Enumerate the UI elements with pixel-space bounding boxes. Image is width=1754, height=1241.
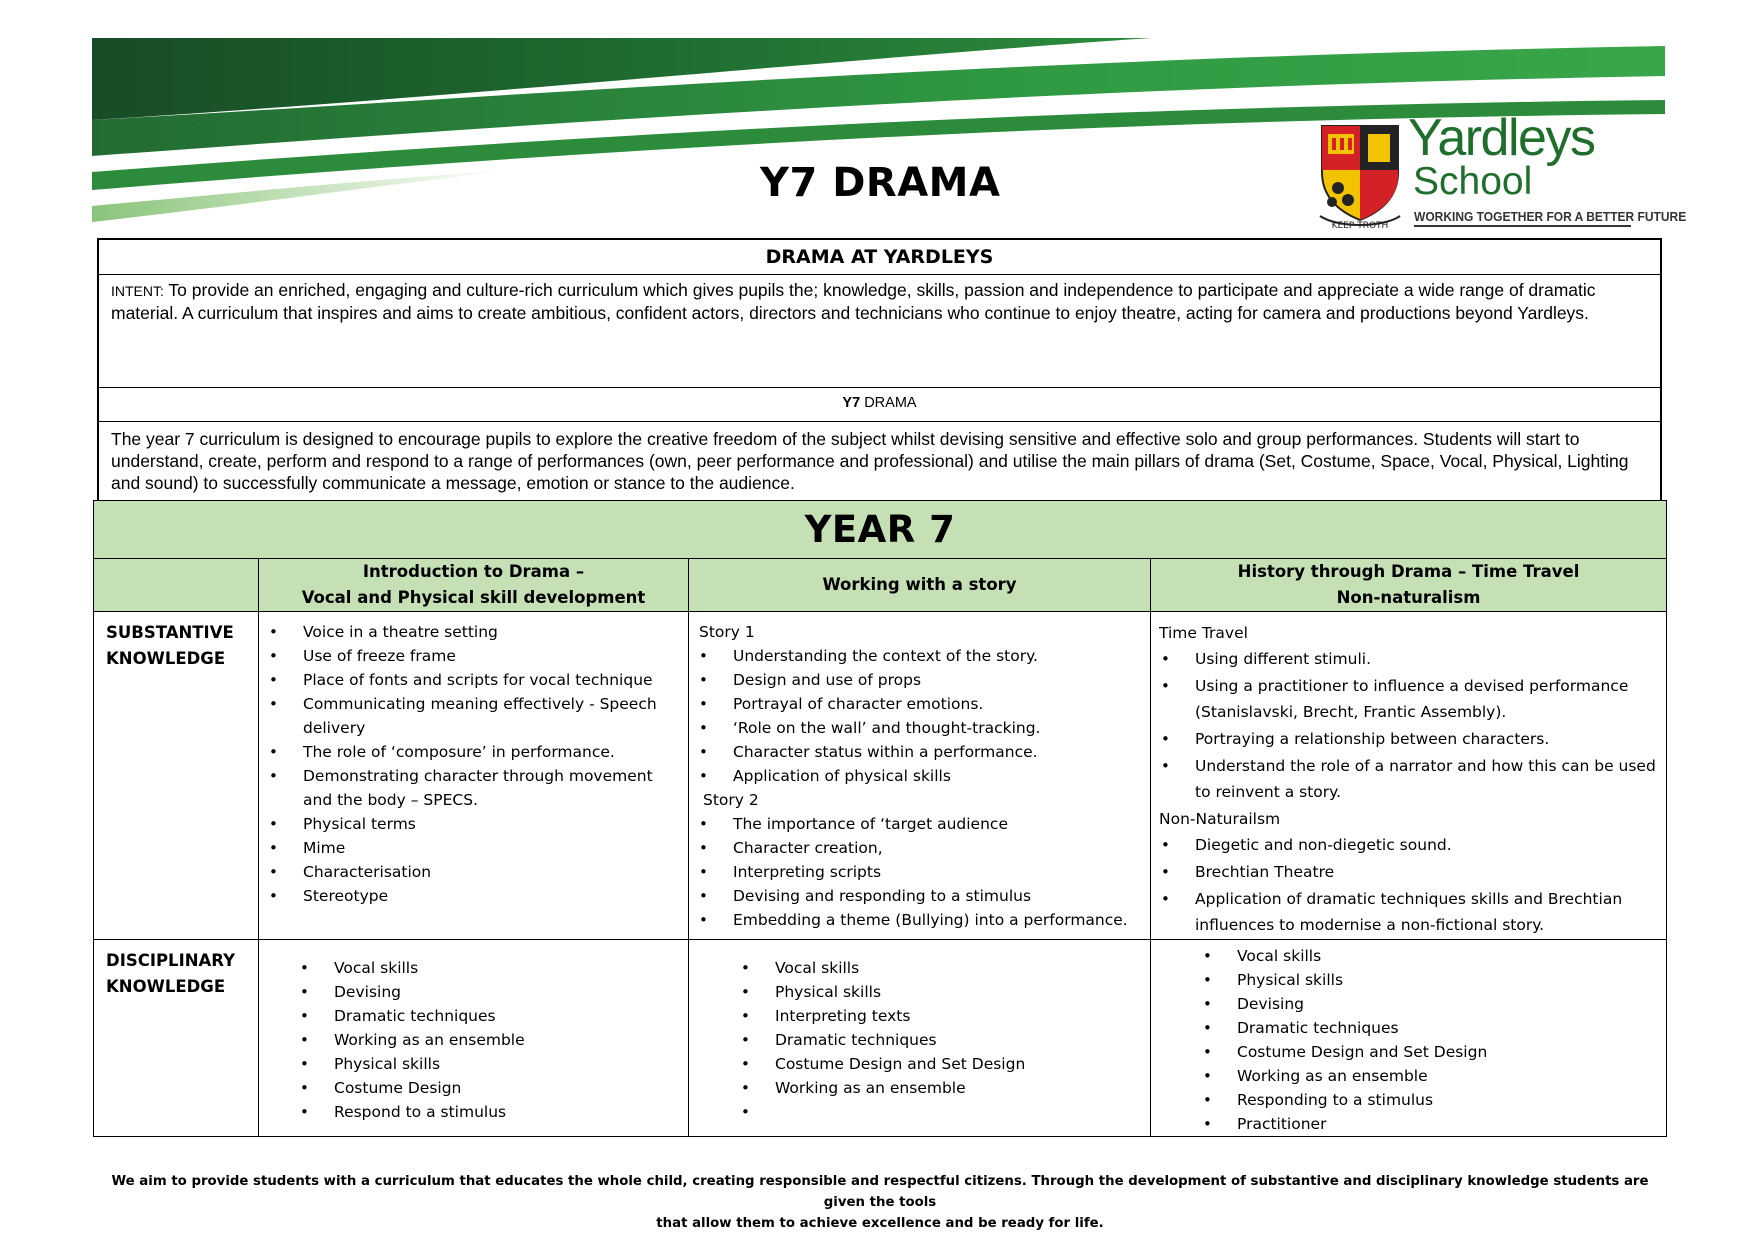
footer-line: that allow them to achieve excellence and be ready for life. — [656, 1216, 1104, 1231]
disciplinary-story-list — [689, 956, 1142, 1124]
list-item: • Costume Design and Set Design — [775, 1052, 1142, 1076]
list-item: • Dramatic techniques — [1237, 1016, 1658, 1040]
story-1-list — [699, 644, 1142, 788]
substantive-intro-cell — [259, 612, 689, 940]
list-item: • Dramatic techniques — [334, 1004, 680, 1028]
list-item: • Costume Design and Set Design — [1237, 1040, 1658, 1064]
list-item: • Application of dramatic techniques skills and Brechtian influences to modernise a non-fictional story. — [1195, 886, 1658, 938]
list-item: • Using a practitioner to influence a devised performance (Stanislavski, Brecht, Frantic Assembly). — [1195, 673, 1658, 725]
time-travel-heading: Time Travel — [1159, 624, 1248, 642]
list-item: • Character status within a performance. — [733, 740, 1142, 764]
list-item: • Portraying a relationship between characters. — [1195, 726, 1658, 752]
list-item: • Physical terms — [303, 812, 680, 836]
list-item: • Interpreting texts — [775, 1004, 1142, 1028]
list-item: • Design and use of props — [733, 668, 1142, 692]
list-item: • Diegetic and non-diegetic sound. — [1195, 832, 1658, 858]
list-item: • Physical skills — [1237, 968, 1658, 992]
story-1-heading: Story 1 — [699, 623, 755, 641]
disciplinary-story-cell — [689, 940, 1151, 1137]
row-label-line: SUBSTANTIVE — [106, 623, 234, 642]
list-item: • ‘Role on the wall’ and thought-tracking. — [733, 716, 1142, 740]
row-label-disciplinary — [94, 940, 259, 1137]
intent-body: To provide an enriched, engaging and culture-rich curriculum which gives pupils the; knowledge, skills, passion and independence to participate and appreciate a wide range of dramatic material. A curriculum that inspires and aims to create ambitious, confident actors, directors and technicians who continue to enjoy theatre, acting for camera and productions beyond Yardleys. — [111, 280, 1596, 323]
list-item: • Understanding the context of the story. — [733, 644, 1142, 668]
column-header-line: History through Drama – Time Travel — [1237, 562, 1580, 581]
list-item: • Demonstrating character through movement and the body – SPECS. — [303, 764, 680, 812]
list-item: • Portrayal of character emotions. — [733, 692, 1142, 716]
year-description: The year 7 curriculum is designed to encourage pupils to explore the creative freedom of the subject whilst devising sensitive and effective solo and group performances. Students will start to understand, create, perform and respond to a range of performances (own, peer performance and professional) and utilise the main pillars of drama (Set, Costume, Space, Vocal, Physical, Lighting and sound) to successfully communicate a message, emotion or stance to the audience. — [99, 421, 1660, 543]
list-item: • Responding to a stimulus — [1237, 1088, 1658, 1112]
list-item: • Character creation, — [733, 836, 1142, 860]
list-item: • Devising and responding to a stimulus — [733, 884, 1142, 908]
row-label-line: KNOWLEDGE — [106, 977, 226, 996]
disciplinary-intro-list — [259, 956, 680, 1124]
year-subtitle — [99, 387, 1660, 421]
logo-tagline: WORKING TOGETHER FOR A BETTER FUTURE — [1414, 210, 1631, 227]
list-item: • Place of fonts and scripts for vocal technique — [303, 668, 680, 692]
non-naturalism-heading: Non-Naturailsm — [1159, 810, 1281, 828]
time-travel-list — [1159, 646, 1658, 805]
footer-statement — [100, 1171, 1660, 1234]
page-title: Y7 DRAMA — [760, 160, 1001, 206]
footer-line: We aim to provide students with a curriculum that educates the whole child, creating responsible and respectful citizens. Through the development of substantive and disciplinary knowledge students are given the tools — [111, 1174, 1649, 1210]
column-header-history — [1151, 559, 1667, 612]
svg-text:KEEP TROTH: KEEP TROTH — [1331, 221, 1389, 230]
list-item: • Application of physical skills — [733, 764, 1142, 788]
row-label-substantive — [94, 612, 259, 940]
list-item: • Using different stimuli. — [1195, 646, 1658, 672]
list-item: • Understand the role of a narrator and how this can be used to reinvent a story. — [1195, 753, 1658, 805]
substantive-story-cell — [689, 612, 1151, 940]
list-item: • Embedding a theme (Bullying) into a performance. — [733, 908, 1142, 932]
list-item: • Characterisation — [303, 860, 680, 884]
list-item: • Practitioner — [1237, 1112, 1658, 1136]
row-label-line: DISCIPLINARY — [106, 951, 236, 970]
list-item: • Devising — [1237, 992, 1658, 1016]
logo-name-line2: School — [1413, 160, 1533, 203]
table-corner-cell — [94, 559, 259, 612]
school-crest-icon — [1318, 120, 1402, 230]
intent-lead: INTENT: — [111, 283, 164, 299]
list-item: • Vocal skills — [775, 956, 1142, 980]
year-subtitle-rest: DRAMA — [860, 395, 917, 411]
column-header-line: Introduction to Drama – — [362, 562, 585, 581]
list-item: • Devising — [334, 980, 680, 1004]
substantive-intro-list — [259, 620, 680, 908]
list-item: • Physical skills — [334, 1052, 680, 1076]
row-label-line: KNOWLEDGE — [106, 649, 226, 668]
list-item: • Vocal skills — [1237, 944, 1658, 968]
column-header-line: Working with a story — [822, 575, 1017, 594]
disciplinary-intro-cell — [259, 940, 689, 1137]
list-item: • Voice in a theatre setting — [303, 620, 680, 644]
logo-name-line1: Yardleys — [1408, 109, 1595, 167]
story-2-list — [699, 812, 1142, 932]
list-item: • Vocal skills — [334, 956, 680, 980]
list-item: • Physical skills — [775, 980, 1142, 1004]
list-item: • Communicating meaning effectively - Speech delivery — [303, 692, 680, 740]
list-item: • Use of freeze frame — [303, 644, 680, 668]
story-2-heading: Story 2 — [703, 791, 759, 809]
substantive-history-cell — [1151, 612, 1667, 940]
disciplinary-history-list — [1151, 944, 1658, 1136]
disciplinary-history-cell — [1151, 940, 1667, 1137]
list-item — [775, 1100, 1142, 1124]
year-subtitle-bold: Y7 — [842, 395, 861, 411]
list-item: • Working as an ensemble — [334, 1028, 680, 1052]
list-item: • Respond to a stimulus — [334, 1100, 680, 1124]
list-item: • Costume Design — [334, 1076, 680, 1100]
list-item: • The importance of ‘target audience — [733, 812, 1142, 836]
year-table — [93, 500, 1667, 1137]
column-header-line: Non-naturalism — [1336, 588, 1481, 607]
list-item: • Brechtian Theatre — [1195, 859, 1658, 885]
intent-statement — [99, 274, 1660, 387]
non-naturalism-list — [1159, 832, 1658, 938]
list-item: • Dramatic techniques — [775, 1028, 1142, 1052]
column-header-intro — [259, 559, 689, 612]
list-item: • Interpreting scripts — [733, 860, 1142, 884]
year-table-title: YEAR 7 — [94, 501, 1667, 559]
list-item: • The role of ‘composure’ in performance. — [303, 740, 680, 764]
list-item: • Stereotype — [303, 884, 680, 908]
column-header-story — [689, 559, 1151, 612]
list-item: • Working as an ensemble — [1237, 1064, 1658, 1088]
list-item: • Mime — [303, 836, 680, 860]
intent-box — [97, 238, 1662, 545]
list-item: • Working as an ensemble — [775, 1076, 1142, 1100]
intent-title: DRAMA AT YARDLEYS — [765, 246, 994, 268]
school-logo — [1318, 109, 1687, 236]
column-header-line: Vocal and Physical skill development — [301, 588, 646, 607]
